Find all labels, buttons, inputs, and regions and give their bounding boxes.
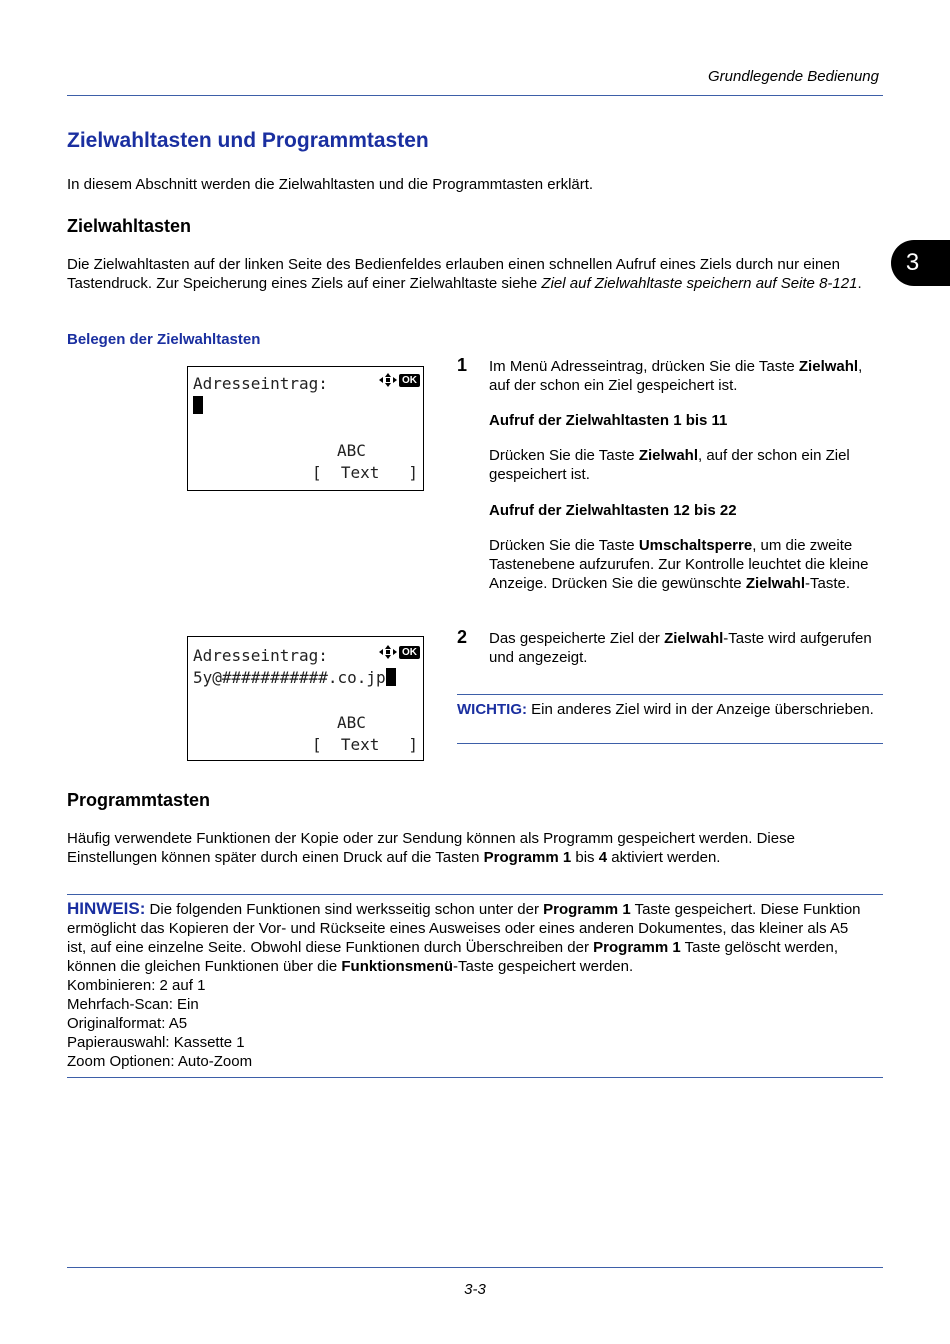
- hinweis-a: Die folgenden Funktionen sind werksseitig schon unter der: [145, 901, 544, 918]
- step-text-1: [489, 357, 883, 395]
- hinweis-g: -Taste gespeichert werden.: [453, 958, 634, 975]
- hinweis-list-item: Mehrfach-Scan: Ein: [67, 996, 199, 1013]
- step-2-key: Zielwahl: [664, 630, 724, 647]
- sub1-text: [489, 446, 883, 484]
- footer-rule: [67, 1267, 883, 1268]
- header-rule: [67, 95, 883, 96]
- lcd-input-line: [193, 396, 203, 415]
- hinweis-list-item: Papierauswahl: Kassette 1: [67, 1034, 245, 1051]
- subheading-belegen: Belegen der Zielwahltasten: [67, 331, 261, 348]
- step-number-1: 1: [457, 355, 468, 375]
- hinweis-rule-bottom: [67, 1077, 883, 1078]
- lcd-display-1: [187, 366, 424, 491]
- four-way-arrow-icon: [379, 645, 397, 659]
- prog-c: bis: [571, 849, 599, 866]
- step-1-a: Im Menü Adresseintrag, drücken Sie die Taste: [489, 358, 799, 375]
- hinweis-list-item: Kombinieren: 2 auf 1: [67, 977, 206, 994]
- hinweis-list-item: Zoom Optionen: Auto-Zoom: [67, 1053, 253, 1070]
- prog-key-1: Programm 1: [483, 849, 572, 866]
- running-header: Grundlegende Bedienung: [708, 68, 879, 85]
- section-paragraph-text: Die Zielwahltasten auf der linken Seite des Bedienfeldes erlauben einen schnellen Aufruf eines Ziels durch nur einen Tastendruck. Zur Speicherung eines Ziels auf einer Zielwahltaste siehe: [67, 256, 840, 292]
- section-heading-zielwahltasten: Zielwahltasten: [67, 216, 192, 236]
- hinweis-note: [67, 899, 867, 1071]
- lcd-display-2: [187, 636, 424, 761]
- hinweis-c: Taste gespeichert. Diese Funktion ermöglicht das Kopieren der Vor- und Rückseite eines Ausweises oder eines anderen Dokumentes, das kleiner als A5 ist, auf eine einzelne Seite. Obwohl diese Funktionen durch Überschreiben der: [67, 901, 861, 956]
- sub2-a: Drücken Sie die Taste: [489, 537, 639, 554]
- section-heading-programmtasten: Programmtasten: [67, 790, 211, 810]
- hinweis-list-item: Originalformat: A5: [67, 1015, 188, 1032]
- programmtasten-paragraph: [67, 829, 867, 867]
- sub1-a: Drücken Sie die Taste: [489, 447, 639, 464]
- step-1-key: Zielwahl: [798, 358, 859, 375]
- step-1-c: , auf der schon ein Ziel gespeichert ist.: [489, 358, 863, 394]
- page-title: Zielwahltasten und Programmtasten: [67, 129, 429, 152]
- hinweis-e: Taste gelöscht werden, können die gleichen Funktionen über die: [67, 939, 839, 975]
- prog-key-4: 4: [598, 849, 608, 866]
- paragraph-end: .: [857, 275, 862, 292]
- lcd-input-text: 5y@###########.co.jp: [193, 668, 386, 687]
- ok-icon: OK: [399, 374, 420, 387]
- cross-reference: Ziel auf Zielwahltaste speichern auf Seite 8-121: [541, 275, 858, 292]
- wichtig-note: [457, 700, 883, 719]
- sub2-key-umschaltsperre: Umschaltsperre: [638, 537, 753, 554]
- step-2-c: -Taste wird aufgerufen und angezeigt.: [489, 630, 872, 666]
- intro-text: In diesem Abschnitt werden die Zielwahltasten und die Programmtasten erklärt.: [67, 176, 594, 193]
- sub2-e: -Taste.: [805, 575, 851, 592]
- lcd-title: Adresseintrag:: [193, 374, 328, 393]
- hinweis-key-2: Programm 1: [593, 939, 681, 956]
- wichtig-text: Ein anderes Ziel wird in der Anzeige überschrieben.: [526, 701, 874, 718]
- wichtig-label: WICHTIG:: [457, 701, 527, 718]
- text-cursor: [386, 668, 396, 686]
- page-number: 3-3: [464, 1281, 486, 1298]
- lcd-softkey: [ Text ]: [312, 735, 418, 754]
- hinweis-key-funktionsmenu: Funktionsmenü: [341, 958, 454, 975]
- text-cursor: [193, 396, 203, 414]
- step-number-2: 2: [457, 627, 468, 647]
- ok-icon: OK: [399, 646, 420, 659]
- section-paragraph: [67, 255, 877, 293]
- prog-a: Häufig verwendete Funktionen der Kopie oder zur Sendung können als Programm gespeichert werden. Diese Einstellungen können später durch einen Druck auf die Tasten: [67, 830, 795, 866]
- chapter-number: 3: [905, 249, 920, 276]
- prog-e: aktiviert werden.: [607, 849, 721, 866]
- lcd-title: Adresseintrag:: [193, 646, 328, 665]
- lcd-input-line: [193, 668, 396, 687]
- hinweis-rule-top: [67, 894, 883, 895]
- wichtig-rule-bottom: [457, 743, 883, 744]
- lcd-softkey: [ Text ]: [312, 463, 418, 482]
- step-text-2: [489, 629, 883, 667]
- sub2-key-zielwahl: Zielwahl: [745, 575, 806, 592]
- lcd-mode: ABC: [337, 713, 366, 732]
- chapter-tab: [891, 240, 950, 286]
- sub2-text: [489, 536, 883, 593]
- subheading-12-22: Aufruf der Zielwahltasten 12 bis 22: [489, 502, 737, 519]
- subheading-1-11: Aufruf der Zielwahltasten 1 bis 11: [489, 412, 728, 429]
- four-way-arrow-icon: [379, 373, 397, 387]
- lcd-nav-icons: [379, 645, 420, 659]
- hinweis-key-1: Programm 1: [543, 901, 631, 918]
- lcd-mode: ABC: [337, 441, 366, 460]
- wichtig-rule-top: [457, 694, 883, 695]
- step-2-a: Das gespeicherte Ziel der: [489, 630, 665, 647]
- lcd-nav-icons: [379, 373, 420, 387]
- sub1-key: Zielwahl: [638, 447, 698, 464]
- sub2-c: , um die zweite Tastenebene aufzurufen. Zur Kontrolle leuchtet die kleine Anzeige. Drücken Sie die gewünschte: [489, 537, 869, 592]
- hinweis-label: HINWEIS:: [67, 899, 146, 918]
- sub1-c: , auf der schon ein Ziel gespeichert ist.: [489, 447, 850, 483]
